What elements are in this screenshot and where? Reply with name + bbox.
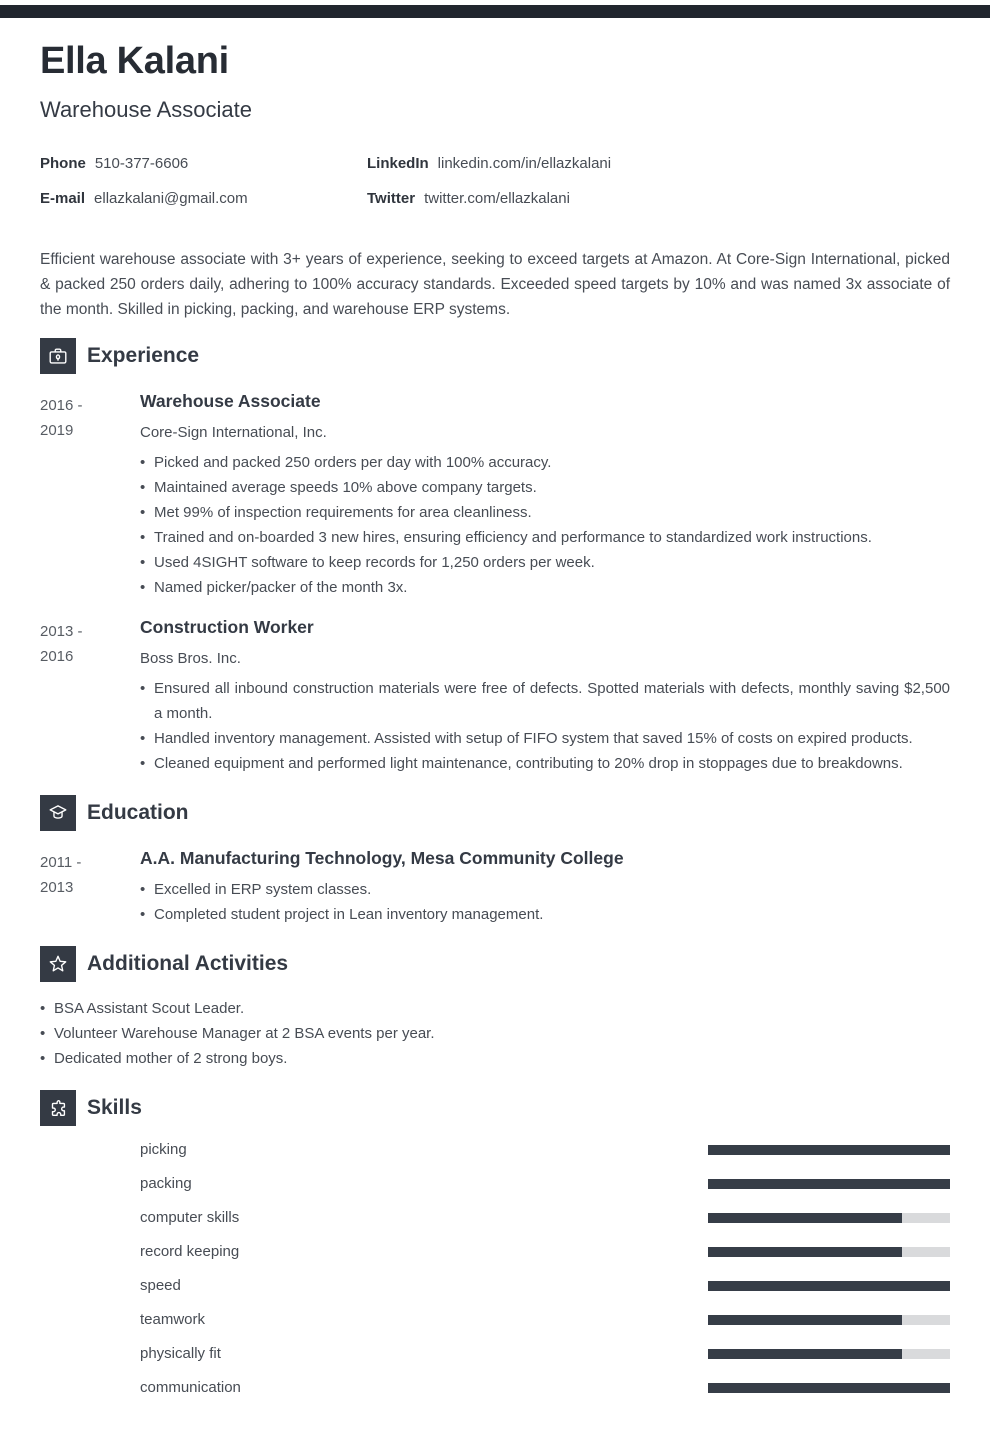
summary-text: Efficient warehouse associate with 3+ years of experience, seeking to exceed targets at Amazon. At Core-Sign International, picked & packed 250 orders daily, adhering to 100% accuracy standards. Exceeded speed targets by 10% and was named 3x associate of the month. Skilled in picking, packing, and warehouse ERP systems.	[40, 250, 950, 318]
bullet-item: • Excelled in ERP system classes.	[140, 877, 950, 902]
bullet-item: • Maintained average speeds 10% above company targets.	[140, 475, 950, 500]
bullet-marker: •	[140, 578, 146, 596]
bullet-item: • Cleaned equipment and performed light maintenance, contributing to 20% drop in stoppages due to breakdowns.	[140, 751, 950, 776]
skill-bar-fill	[708, 1281, 950, 1291]
bullet-item: • Volunteer Warehouse Manager at 2 BSA events per year.	[40, 1021, 950, 1046]
skill-label: physically fit	[140, 1345, 221, 1363]
briefcase-icon	[40, 338, 76, 374]
contact-twitter	[367, 190, 950, 207]
skill-bar-fill	[708, 1315, 902, 1325]
skill-label: computer skills	[140, 1209, 240, 1227]
bullet-item: • Trained and on-boarded 3 new hires, ensuring efficiency and performance to standardized work instructions.	[140, 525, 950, 550]
skill-row	[140, 1235, 950, 1269]
entry-dates	[40, 617, 140, 776]
entry-body	[140, 391, 950, 600]
contact-twitter-label: Twitter	[367, 189, 416, 207]
bullet-marker: •	[140, 905, 146, 923]
bullet-item: • Picked and packed 250 orders per day with 100% accuracy.	[140, 450, 950, 475]
entry-body	[140, 848, 950, 927]
resume-page	[0, 41, 990, 1435]
entry-body	[140, 617, 950, 776]
bullet-marker: •	[140, 553, 146, 571]
skills-list	[140, 1133, 950, 1405]
entry-dates	[40, 848, 140, 927]
bullet-item: • Met 99% of inspection requirements for area cleanliness.	[140, 500, 950, 525]
skill-bar-fill	[708, 1213, 902, 1223]
experience-entry	[40, 391, 950, 600]
contact-email-label: E-mail	[40, 189, 86, 207]
entry-date-to: 2016	[40, 647, 74, 665]
skill-bar-fill	[708, 1145, 950, 1155]
skill-row	[140, 1201, 950, 1235]
skill-bar-track	[708, 1213, 950, 1223]
bullet-marker: •	[140, 528, 146, 546]
education-entry	[40, 848, 950, 927]
top-accent-bar	[0, 5, 990, 18]
bullet-item: • Dedicated mother of 2 strong boys.	[40, 1046, 950, 1071]
bullet-item: • BSA Assistant Scout Leader.	[40, 996, 950, 1021]
skill-bar-track	[708, 1281, 950, 1291]
section-activities-title: Additional Activities	[87, 951, 289, 975]
bullet-marker: •	[140, 503, 146, 521]
bullet-item: • Used 4SIGHT software to keep records for 1,250 orders per week.	[140, 550, 950, 575]
entry-title: Construction Worker	[140, 616, 314, 637]
contact-linkedin-label: LinkedIn	[367, 154, 429, 172]
entry-bullet-list	[140, 676, 950, 776]
entry-date-from: 2016 -	[40, 396, 83, 414]
skill-label: picking	[140, 1141, 187, 1159]
graduation-cap-icon	[40, 795, 76, 831]
entry-company: Core-Sign International, Inc.	[140, 423, 327, 441]
skill-label: record keeping	[140, 1243, 240, 1261]
entry-date-from: 2013 -	[40, 622, 83, 640]
section-education-header	[40, 795, 950, 831]
skill-bar-track	[708, 1349, 950, 1359]
bullet-item: • Ensured all inbound construction materials were free of defects. Spotted materials with defects, monthly saving $2,500 a month.	[140, 676, 950, 726]
star-icon	[40, 946, 76, 982]
entry-dates	[40, 391, 140, 600]
skill-bar-track	[708, 1145, 950, 1155]
section-experience-header	[40, 338, 950, 374]
bullet-item: • Handled inventory management. Assisted with setup of FIFO system that saved 15% of costs on expired products.	[140, 726, 950, 751]
activities-bullet-list	[40, 996, 950, 1071]
skill-label: packing	[140, 1175, 192, 1193]
entry-date-from: 2011 -	[40, 853, 82, 871]
entry-date-to: 2013	[40, 878, 74, 896]
section-activities-header	[40, 946, 950, 982]
skill-bar-fill	[708, 1179, 950, 1189]
contact-phone	[40, 155, 367, 172]
contact-email	[40, 190, 367, 207]
entry-bullet-list	[140, 877, 950, 927]
puzzle-icon	[40, 1090, 76, 1126]
skill-bar-track	[708, 1315, 950, 1325]
entry-bullet-list	[140, 450, 950, 600]
contact-linkedin	[367, 155, 950, 172]
skill-row	[140, 1133, 950, 1167]
skill-row	[140, 1337, 950, 1371]
skill-label: communication	[140, 1379, 241, 1397]
skill-row	[140, 1269, 950, 1303]
skill-bar-fill	[708, 1349, 902, 1359]
contact-linkedin-value: linkedin.com/in/ellazkalani	[437, 154, 612, 172]
skill-row	[140, 1167, 950, 1201]
bullet-marker: •	[140, 729, 146, 747]
job-title: Warehouse Associate	[40, 96, 252, 122]
section-skills-header	[40, 1090, 950, 1126]
entry-title: A.A. Manufacturing Technology, Mesa Community College	[140, 847, 624, 868]
bullet-marker: •	[40, 1024, 46, 1042]
skill-bar-track	[708, 1247, 950, 1257]
bullet-marker: •	[40, 999, 46, 1017]
bullet-marker: •	[140, 754, 146, 772]
section-skills-title: Skills	[87, 1095, 142, 1119]
entry-title: Warehouse Associate	[140, 390, 321, 411]
entry-date-to: 2019	[40, 421, 74, 439]
bullet-marker: •	[140, 880, 146, 898]
skill-bar-track	[708, 1179, 950, 1189]
person-name: Ella Kalani	[40, 40, 229, 82]
section-education-title: Education	[87, 800, 189, 824]
skill-bar-fill	[708, 1383, 950, 1393]
experience-entry	[40, 617, 950, 776]
section-experience-title: Experience	[87, 343, 200, 367]
bullet-item: • Completed student project in Lean inventory management.	[140, 902, 950, 927]
skill-bar-fill	[708, 1247, 902, 1257]
bullet-marker: •	[140, 478, 146, 496]
bullet-marker: •	[40, 1049, 46, 1067]
bullet-marker: •	[140, 453, 146, 471]
contact-twitter-value: twitter.com/ellazkalani	[424, 189, 570, 207]
entry-company: Boss Bros. Inc.	[140, 649, 241, 667]
skill-bar-track	[708, 1383, 950, 1393]
contact-info	[40, 155, 950, 207]
skill-label: speed	[140, 1277, 181, 1295]
skill-row	[140, 1303, 950, 1337]
contact-email-value: ellazkalani@gmail.com	[94, 189, 248, 207]
contact-phone-label: Phone	[40, 154, 86, 172]
bullet-marker: •	[140, 679, 146, 697]
contact-phone-value: 510-377-6606	[94, 154, 189, 172]
skill-label: teamwork	[140, 1311, 206, 1329]
bullet-item: • Named picker/packer of the month 3x.	[140, 575, 950, 600]
